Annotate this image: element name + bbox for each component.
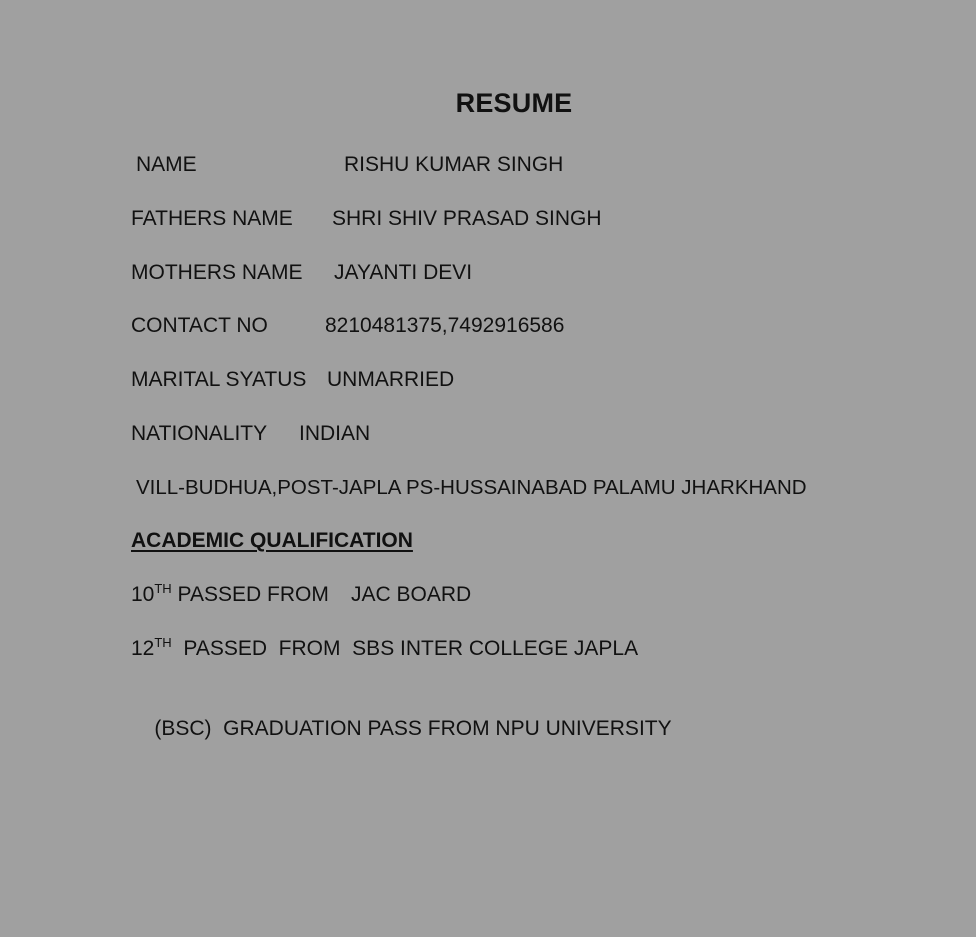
contact-label: CONTACT NO [131, 314, 268, 337]
father-value: SHRI SHIV PRASAD SINGH [332, 207, 602, 230]
academic-heading: ACADEMIC QUALIFICATION [131, 529, 413, 552]
tenth-board: JAC BOARD [351, 583, 472, 606]
mother-label: MOTHERS NAME [131, 261, 303, 284]
name-row [136, 152, 564, 178]
tenth-text: PASSED FROM [177, 583, 329, 606]
father-label: FATHERS NAME [131, 207, 293, 230]
nationality-value: INDIAN [299, 422, 371, 445]
name-label: NAME [136, 153, 197, 176]
graduation-row [131, 690, 672, 768]
twelfth-number: 12 [131, 637, 155, 660]
name-value: RISHU KUMAR SINGH [344, 153, 564, 176]
address-text: VILL-BUDHUA,POST-JAPLA PS-HUSSAINABAD PALAMU JHARKHAND [136, 476, 807, 499]
mother-value: JAYANTI DEVI [334, 261, 473, 284]
marital-value: UNMARRIED [327, 368, 455, 391]
address-row [136, 475, 807, 501]
twelfth-text: PASSED FROM SBS INTER COLLEGE JAPLA [183, 637, 639, 660]
nationality-row [131, 421, 371, 447]
contact-value: 8210481375,7492916586 [325, 314, 565, 337]
resume-title: RESUME [455, 88, 573, 118]
graduation-text: (BSC) GRADUATION PASS FROM NPU UNIVERSITY [154, 717, 672, 740]
nationality-label: NATIONALITY [131, 422, 268, 445]
twelfth-suffix: TH [154, 635, 172, 650]
twelfth-row [131, 636, 638, 662]
tenth-number: 10 [131, 583, 155, 606]
contact-row [131, 313, 565, 339]
mother-row [131, 260, 473, 286]
father-row [131, 206, 602, 232]
tenth-suffix: TH [154, 581, 172, 596]
marital-row [131, 367, 455, 393]
marital-label: MARITAL SYATUS [131, 368, 307, 391]
tenth-row [131, 581, 472, 608]
